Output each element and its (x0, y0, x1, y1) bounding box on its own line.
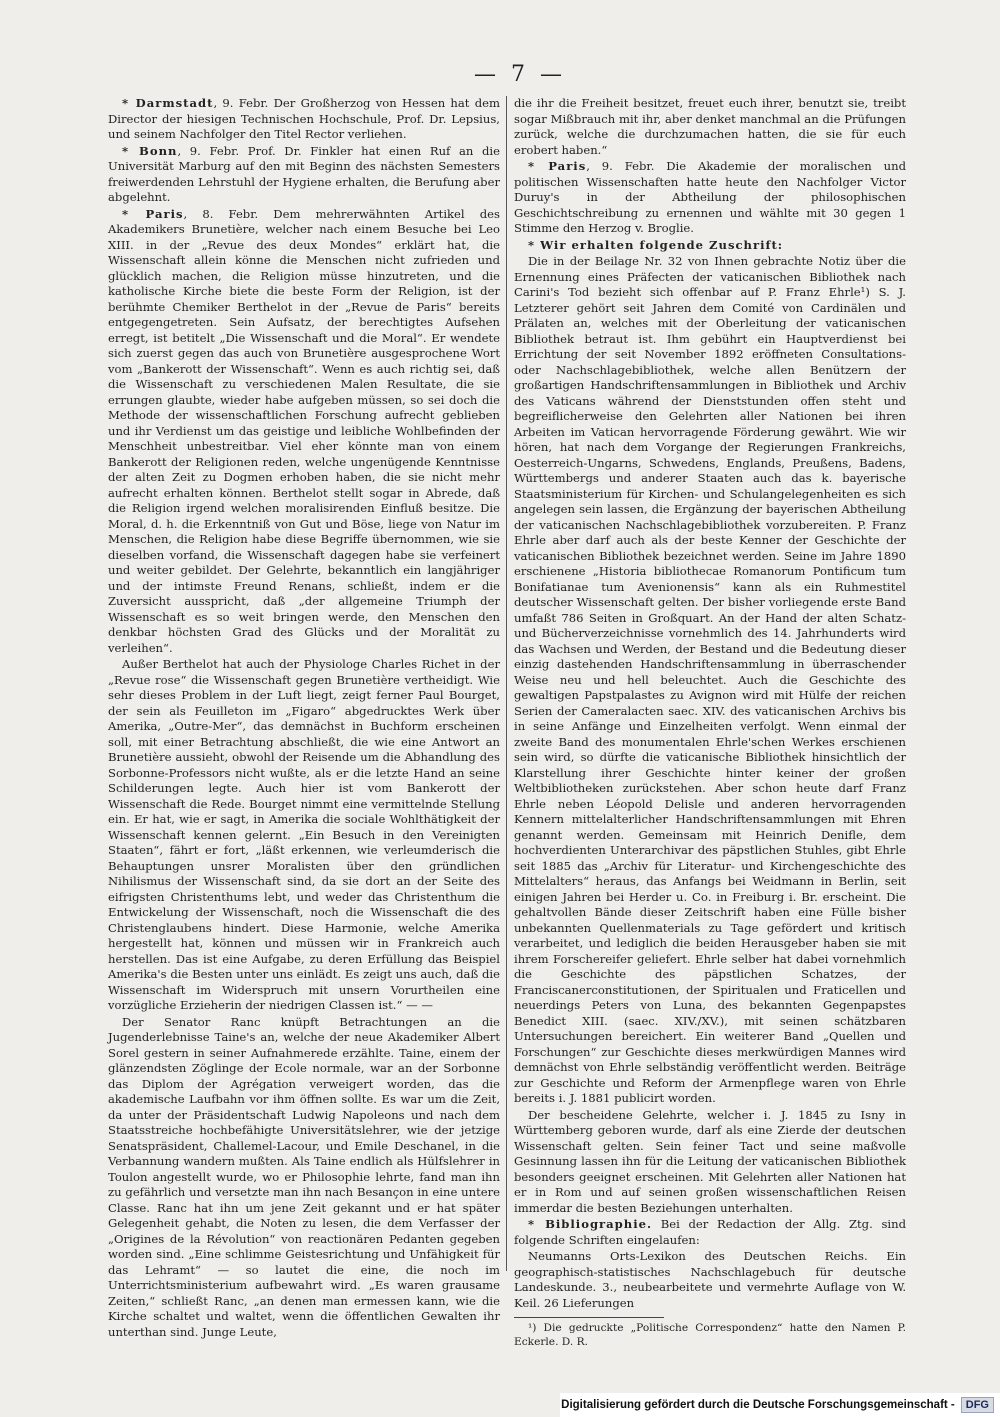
article-bibliographie (514, 1217, 906, 1248)
dateline: * Bonn (122, 143, 178, 158)
footer-bar (560, 1393, 1000, 1417)
dateline: * Darmstadt (122, 96, 214, 110)
footer-text: Digitalisierung gefördert durch die Deutsche Forschungsgemeinschaft - (561, 1399, 955, 1411)
article-text: Der bescheidene Gelehrte, welcher i. J. 1845 zu Isny in Württemberg geboren wurde, darf als eine Zierde der deutschen Wissenschaft gelten. Sein feiner Tact und seine maßvolle Gesinnung lassen ihn für die Leitung der vaticanischen Bibliothek besonders geeignet erscheinen. Mit Gelehrten aller Nationen hat er in Rom und auf seinen großen wissenschaftlichen Reisen immerdar die besten Beziehungen unterhalten. (514, 1107, 906, 1215)
article-text: , 8. Febr. Dem mehrerwähnten Artikel des Akademikers Brunetière, welcher nach einem Besuche bei Leo XIII. in der „Revue des deux Mondes“ erklärt hat, die Wissenschaft allein könne die Menschen nicht zufrieden und glücklich machen, die Religion müsse hinzutreten, und die katholische Kirche biete die beste Form der Religion, ist der berühmte Chemiker Berthelot in der „Revue de Paris“ bereits entgegengetreten. Sein Aufsatz, der berechtigtes Aufsehen erregt, ist betitelt „Die Wissenschaft und die Moral“. Er wendete sich zuerst gegen das auch von Brunetière ausgesprochene Wort vom „Bankerott der Wissenschaft“. Wenn es auch richtig sei, daß die Wissenschaft zu verschiedenen Malen Resultate, die sie errungen glaubte, wieder habe aufgeben müssen, so sei doch die Methode der wissenschaftlichen Forschung aufrecht geblieben und ihr Verdienst um das geistige und leibliche Wohlbefinden der Menschheit unbestreitbar. Viel eher könnte man von einem Bankerott der Religionen reden, welche ungenügende Kenntnisse der alten Zeit zu Dogmen erhoben haben, die sie nicht mehr aufrecht erhalten können. Berthelot stellt sogar in Abrede, daß die Religion irgend welchen moralisirenden Einfluß besitze. Die Moral, d. h. die Erkenntniß von Gut und Böse, liege von Natur im Menschen, die Religion habe diese Begriffe übernommen, wie sie dieselben vorfand, die Wissenschaft dagegen habe sie verfeinert und weiter gebildet. Der Gelehrte, bekanntlich ein langjähriger und der intimste Freund Renans, schließt, indem er die Zuversicht ausspricht, daß „der allgemeine Triumph der Wissenschaft es so weit bringen werde, den Menschen den denkbar höchsten Grad des Glücks und der Moralität zu verleihen“. (108, 206, 500, 655)
article-text: Der Senator Ranc knüpft Betrachtungen an die Jugenderlebnisse Taine's an, welche der neue Akademiker Albert Sorel gestern in seiner Aufnahmerede erzählte. Taine, einem der glänzendsten Zöglinge der Ecole normale, war an der Sorbonne das Diplom der Agrégation verweigert worden, das die akademische Laufbahn vor ihm öffnen sollte. Es war um die Zeit, da unter der Präsidentschaft Ludwig Napoleons und nach dem Staatsstreiche hochbefähigte Universitätslehrer, wie der jetzige Senatspräsident, Challemel-Lacour, und Emile Deschanel, in die Verbannung wandern mußten. Als Taine endlich als Hülfslehrer in Toulon angestellt wurde, wo er Philosophie lehrte, fand man ihn zu gefährlich und versetzte man ihn nach Besançon in eine untere Classe. Ranc hat ihn um jene Zeit gekannt und er hat später Gelegenheit gehabt, die Noten zu lesen, die dem Verfasser der „Origines de la Révolution“ von reactionären Pedanten gegeben worden sind. „Eine schlimme Geistesrichtung und Unfähigkeit für das Lehramt“ — so lautet die eine, die noch im Unterrichtsministerium aufbewahrt wird. „Es waren grausame Zeiten,“ schließt Ranc, „an denen man ermessen kann, wie die Kirche schaltet und waltet, wenn die öffentlichen Gewalten ihr unterthan sind. Junge Leute, (108, 1014, 500, 1339)
article-paragraph (108, 657, 500, 1014)
dateline: * Wir erhalten folgende Zuschrift: (528, 237, 784, 252)
article-darmstadt (108, 96, 500, 143)
article-text: , 9. Febr. Der Großherzog von Hessen hat dem Director der hiesigen Technischen Hochschule, Prof. Dr. Lepsius, und seinem Nachfolger den Titel Rector verliehen. (108, 96, 500, 141)
article-text: Bei der Redaction der Allg. Ztg. sind folgende Schriften eingelaufen: (514, 1217, 907, 1247)
page-number: — 7 — (474, 62, 566, 87)
article-paragraph (514, 1249, 906, 1311)
article-bonn (108, 144, 500, 206)
article-text: Die in der Beilage Nr. 32 von Ihnen gebrachte Notiz über die Ernennung eines Präfecten der vaticanischen Bibliothek nach Carini's Tod bezieht sich offenbar auf P. Franz Ehrle¹) S. J. Letzterer gehört seit Jahren dem Comité von Cardinälen und Prälaten an, welches mit der Oberleitung der vaticanischen Bibliothek betraut ist. Ihm gebührt ein Hauptverdienst bei Errichtung der seit November 1892 eröffneten Consultations- oder Nachschlagebibliothek, welche allen Benützern der großartigen Handschriftensammlungen in Bibliothek und Archiv des Vaticans während der Dienststunden offen steht und begreiflicherweise den Gelehrten aller Nationen bei ihren Arbeiten im Vatican hervorragende Förderung gewährt. Wie wir hören, hat nach dem Vorgange der Regierungen Frankreichs, Oesterreich-Ungarns, Schwedens, Englands, Preußens, Badens, Württembergs und anderer Staaten auch das k. bayerische Staatsministerium für Kirchen- und Schulangelegenheiten es sich angelegen sein lassen, die Ergänzung der bayerischen Abtheilung der vaticanischen Nachschlagebibliothek vorzubereiten. P. Franz Ehrle aber darf auch als der beste Kenner der Geschichte der vaticanischen Bibliothek bezeichnet werden. Seine im Jahre 1890 erschienene „Historia bibliothecae Romanorum Pontificum tum Bonifatianae tum Avenionensis“ kann als ein Ruhmestitel deutscher Wissenschaft gelten. Der bisher vorliegende erste Band umfaßt 786 Seiten in Großquart. An der Hand der alten Schatz- und Bücherverzeichnisse vornehmlich des 14. Jahrhunderts wird das Wachsen und Werden, der Bestand und die Bedeutung dieser einzig dastehenden Handschriftensammlung in überraschender Weise neu und hell beleuchtet. Auch die Geschichte des gewaltigen Papstpalastes zu Avignon wird mit Hülfe der reichen Serien der Cameralacten saec. XIV. des vaticanischen Archivs bis in seine Anfänge und Einzelheiten verfolgt. Wenn einmal der zweite Band des monumentalen Ehrle'schen Werkes erschienen sein wird, so dürfte die vaticanische Bibliothek hinsichtlich der Klarstellung ihrer Geschichte hinter keiner der großen Weltbibliotheken zurückstehen. Aber schon heute darf Franz Ehrle neben Léopold Delisle und anderen hervorragenden Kennern mittelalterlicher Handschriftensammlungen mit Ehren genannt werden. Gemeinsam mit Heinrich Denifle, dem hochverdienten Unterarchivar des päpstlichen Stuhles, gibt Ehrle seit 1885 das „Archiv für Literatur- und Kirchengeschichte des Mittelalters“ heraus, das Anfangs bei Weidmann in Berlin, seit einigen Jahren bei Herder u. Co. in Freiburg i. Br. erscheint. Die gehaltvollen Bände dieser Zeitschrift haben eine Fülle bisher unbekannten Quellenmaterials zu Tage gefördert und kritisch verarbeitet, und lediglich die beiden Herausgeber haben sie mit ihrem Forschereifer geliefert. Ehrle selber hat dabei vornehmlich die Geschichte des päpstlichen Schatzes, der Franciscanerconstitutionen, der Spiritualen und Fraticellen und neuerdings Peters von Luna, des bekannten Gegenpapstes Benedict XIII. (saec. XIV./XV.), mit seinen schätzbaren Untersuchungen bereichert. Ein weiterer Band „Quellen und Forschungen“ zur Geschichte dieses merkwürdigen Mannes wird demnächst von Ehrle selbständig veröffentlicht werden. Beiträge zur Geschichte und Reform der Armenpflege waren von Ehrle bereits i. J. 1881 publicirt worden. (514, 254, 906, 1105)
article-text: , 9. Febr. Prof. Dr. Finkler hat einen Ruf an die Universität Marburg auf den mit Beginn des nächsten Semesters freiwerdenden Lehrstuhl der Hygiene erhalten, die Berufung aber abgelehnt. (108, 143, 500, 204)
footnote-rule (514, 1317, 664, 1318)
article-zuschrift-heading (514, 238, 906, 254)
dateline: * Bibliographie. (528, 1217, 653, 1231)
article-paragraph (514, 254, 906, 1107)
article-text: , 9. Febr. Die Akademie der moralischen und politischen Wissenschaften hatte heute den Nachfolger Victor Duruy's in der Abtheilung der philosophischen Geschichtschreibung zu ernennen und wählte mit 30 gegen 1 Stimme den Herzog v. Broglie. (514, 159, 906, 235)
dateline: * Paris (122, 206, 184, 221)
column-divider (506, 96, 507, 1271)
footnote (514, 1321, 906, 1349)
dfg-logo-icon: DFG (961, 1397, 994, 1413)
article-paragraph (514, 1108, 906, 1217)
article-text: Neumanns Orts-Lexikon des Deutschen Reichs. Ein geographisch-statistisches Nachschlagebuch für deutsche Landeskunde. 3., neubearbeitete und vermehrte Auflage von W. Keil. 26 Lieferungen (514, 1249, 906, 1310)
article-paragraph (514, 96, 906, 158)
article-text: die ihr die Freiheit besitzet, freuet euch ihrer, benutzt sie, treibt sogar Mißbrauch mit ihr, aber denket manchmal an die Prüfungen zurück, welche die durchzumachen hatten, die sie für euch erobert haben.“ (514, 96, 906, 157)
article-paris-akademie (514, 159, 906, 237)
article-paris-brunetiere (108, 207, 500, 657)
article-text: Außer Berthelot hat auch der Physiologe Charles Richet in der „Revue rose“ die Wissenschaft gegen Brunetière vertheidigt. Wie sehr dieses Problem in der Luft liegt, zeigt ferner Paul Bourget, der sein als Feuilleton im „Figaro“ abgedrucktes Werk über Amerika, „Outre-Mer“, das demnächst in Buchform erscheinen soll, mit einer Betrachtung abschließt, die wie eine Antwort an Brunetière aussieht, obwohl der Reisende um die Abhandlung des Sorbonne-Professors nicht wußte, als er die letzte Hand an seine Schilderungen legte. Auch hier ist vom Bankerott der Wissenschaft die Rede. Bourget nimmt eine vermittelnde Stellung ein. Er hat, wie er sagt, in Amerika die sociale Wohlthätigkeit der Wissenschaft kennen gelernt. „Ein Besuch in den Vereinigten Staaten“, fährt er fort, „läßt erkennen, wie verleumderisch die Behauptungen unsrer Moralisten über den gründlichen Nihilismus der Wissenschaft sind, da sie dort an der Seite des eifrigsten Christenthums lebt, und weder das Christenthum die Entwickelung der Wissenschaft, noch die Wissenschaft die des Christenglaubens hindert. Diese Harmonie, welche Amerika hergestellt hat, können und müssen wir in Frankreich auch herstellen. Das ist eine Aufgabe, zu deren Erfüllung das Beispiel Amerika's die Besten unter uns einlädt. Es zeigt uns auch, daß die Wissenschaft im Widerspruch mit unsern Vorurtheilen eine vorzügliche Erzieherin der niedrigen Classen ist.“ — — (108, 657, 500, 1012)
right-column (514, 96, 906, 1350)
footnote-text: ¹) Die gedruckte „Politische Correspondenz“ hatte den Namen P. Eckerle. D. R. (514, 1322, 906, 1348)
left-column (108, 96, 500, 1341)
dateline: * Paris (528, 159, 587, 173)
article-paragraph (108, 1015, 500, 1341)
